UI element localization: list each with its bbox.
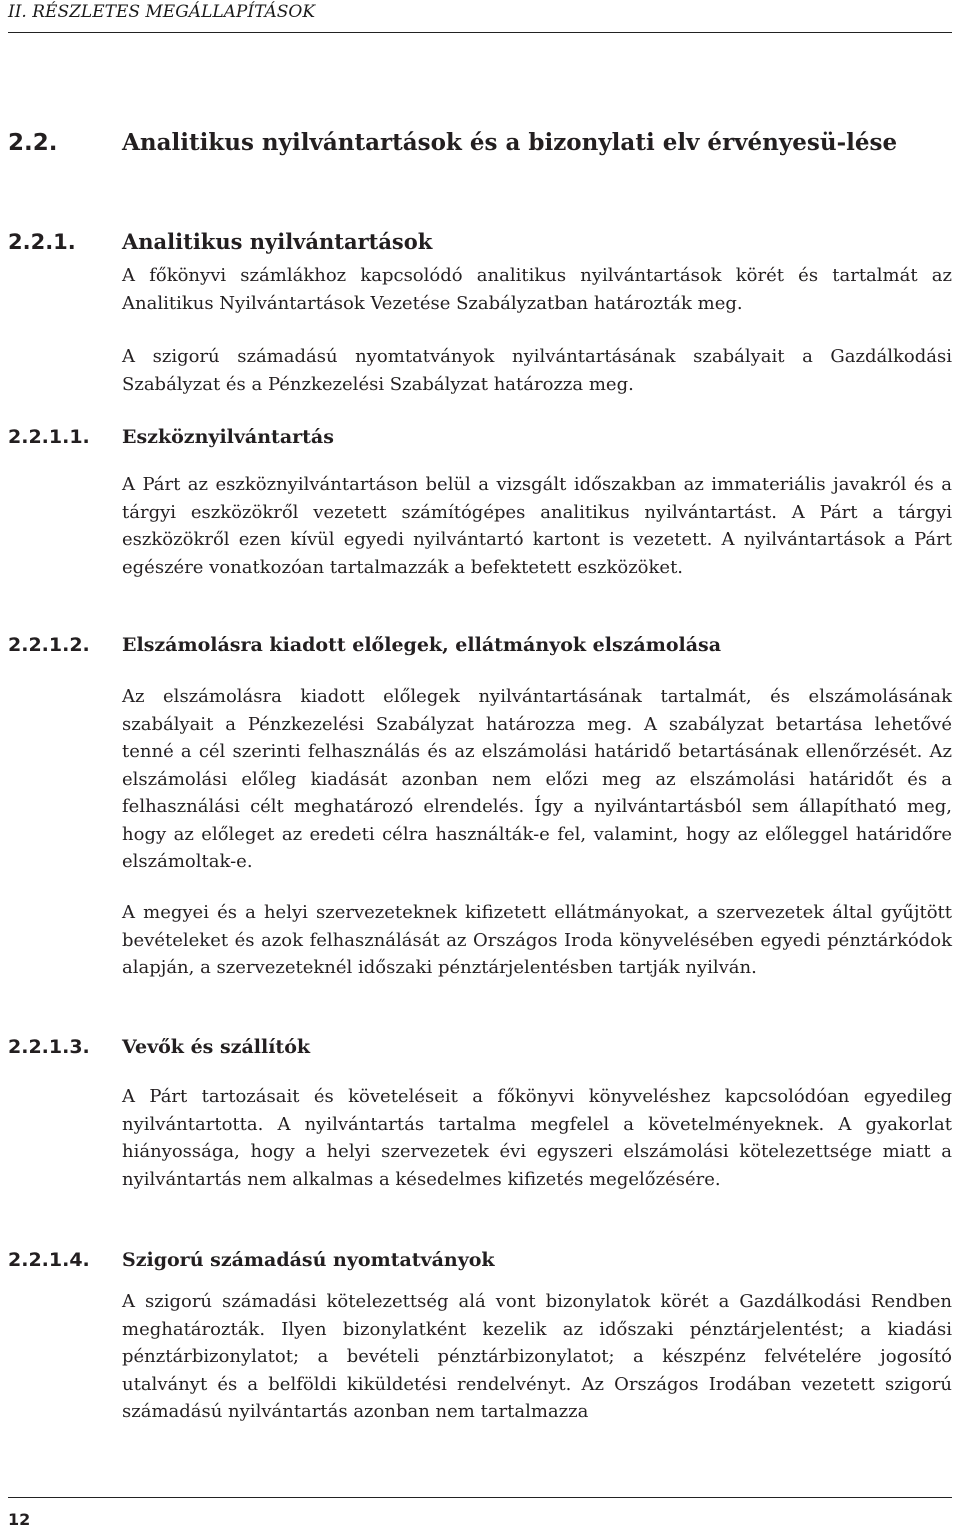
section-title: Analitikus nyilvántartások: [122, 229, 433, 254]
section-title: Eszköznyilvántartás: [122, 426, 334, 448]
section-number: 2.2.1.3.: [8, 1036, 90, 1058]
section-title: Elszámolásra kiadott előlegek, ellátmányok elszámolása: [122, 634, 722, 656]
paragraph: A megyei és a helyi szervezeteknek kifizetett ellátmányokat, a szervezetek által gyűjtött bevételeket és azok felhasználását az Országos Iroda könyvelésében egyedi pénztárkódok alapján, a szervezeteknél időszaki pénztárjelentésben tartják nyilván.: [122, 902, 952, 978]
section-number: 2.2.1.1.: [8, 426, 90, 448]
footer-rule: [8, 1497, 952, 1498]
section-number: 2.2.: [8, 130, 58, 156]
section-title: Szigorú számadású nyomtatványok: [122, 1249, 495, 1271]
section-title: Analitikus nyilvántartások és a bizonylati elv érvényesü-lése: [122, 129, 898, 156]
paragraph: A főkönyvi számlákhoz kapcsolódó analitikus nyilvántartások körét és tartalmát az Analitikus Nyilvántartások Vezetése Szabályzatban határozták meg.: [122, 265, 952, 314]
section-title: Vevők és szállítók: [122, 1036, 311, 1058]
paragraph: A Párt az eszköznyilvántartáson belül a vizsgált időszakban az immateriális javakról és a tárgyi eszközökről vezetett számítógépes analitikus nyilvántartást. A Párt a tárgyi eszközökről ezen kívül egyedi nyilvántartó kartont is vezetett. A nyilvántartások a Párt egészére vonatkozóan tartalmazzák a befektetett eszközöket.: [122, 474, 952, 578]
section-number: 2.2.1.: [8, 230, 76, 254]
section-number: 2.2.1.2.: [8, 634, 90, 656]
paragraph: A Párt tartozásait és követeléseit a főkönyvi könyveléshez kapcsolódóan egyedileg nyilvántartotta. A nyilvántartás tartalma megfelel a követelményeknek. A gyakorlat hiányossága, hogy a helyi szervezetek évi egyszeri elszámolási kötelezettsége miatt a nyilvántartás nem alkalmas a késedelmes kifizetés megelőzésére.: [122, 1086, 952, 1190]
header-rule: [8, 32, 952, 33]
paragraph: A szigorú számadású nyomtatványok nyilvántartásának szabályait a Gazdálkodási Szabályzat és a Pénzkezelési Szabályzat határozza meg.: [122, 346, 952, 395]
section-number: 2.2.1.4.: [8, 1249, 90, 1271]
page-number: 12: [8, 1510, 31, 1529]
paragraph: Az elszámolásra kiadott előlegek nyilvántartásának tartalmát, és elszámolásának szabályait a Pénzkezelési Szabályzat határozza meg. A szabályzat betartása lehetővé tenné a cél szerinti felhasználás és az elszámolási határidő betartásának ellenőrzését. Az elszámolási előleg kiadását azonban nem előzi meg az elszámolási határidőt és a felhasználási célt meghatározó elrendelés. Így a nyilvántartásból sem állapítható meg, hogy az előleget az eredeti célra használták-e fel, valamint, hogy az előleggel határidőre elszámoltak-e.: [122, 686, 952, 872]
running-header: II. RÉSZLETES MEGÁLLAPÍTÁSOK: [8, 2, 316, 22]
paragraph: A szigorú számadási kötelezettség alá vont bizonylatok körét a Gazdálkodási Rendben meghatározták. Ilyen bizonylatként kezelik az időszaki pénztárjelentést; a kiadási pénztárbizonylatot; a bevételi pénztárbizonylatot; a készpénz felvételére jogosító utalványt és a belföldi kiküldetési rendelvényt. Az Országos Irodában vezetett szigorú számadású nyilvántartás azonban nem tartalmazza: [122, 1291, 952, 1422]
